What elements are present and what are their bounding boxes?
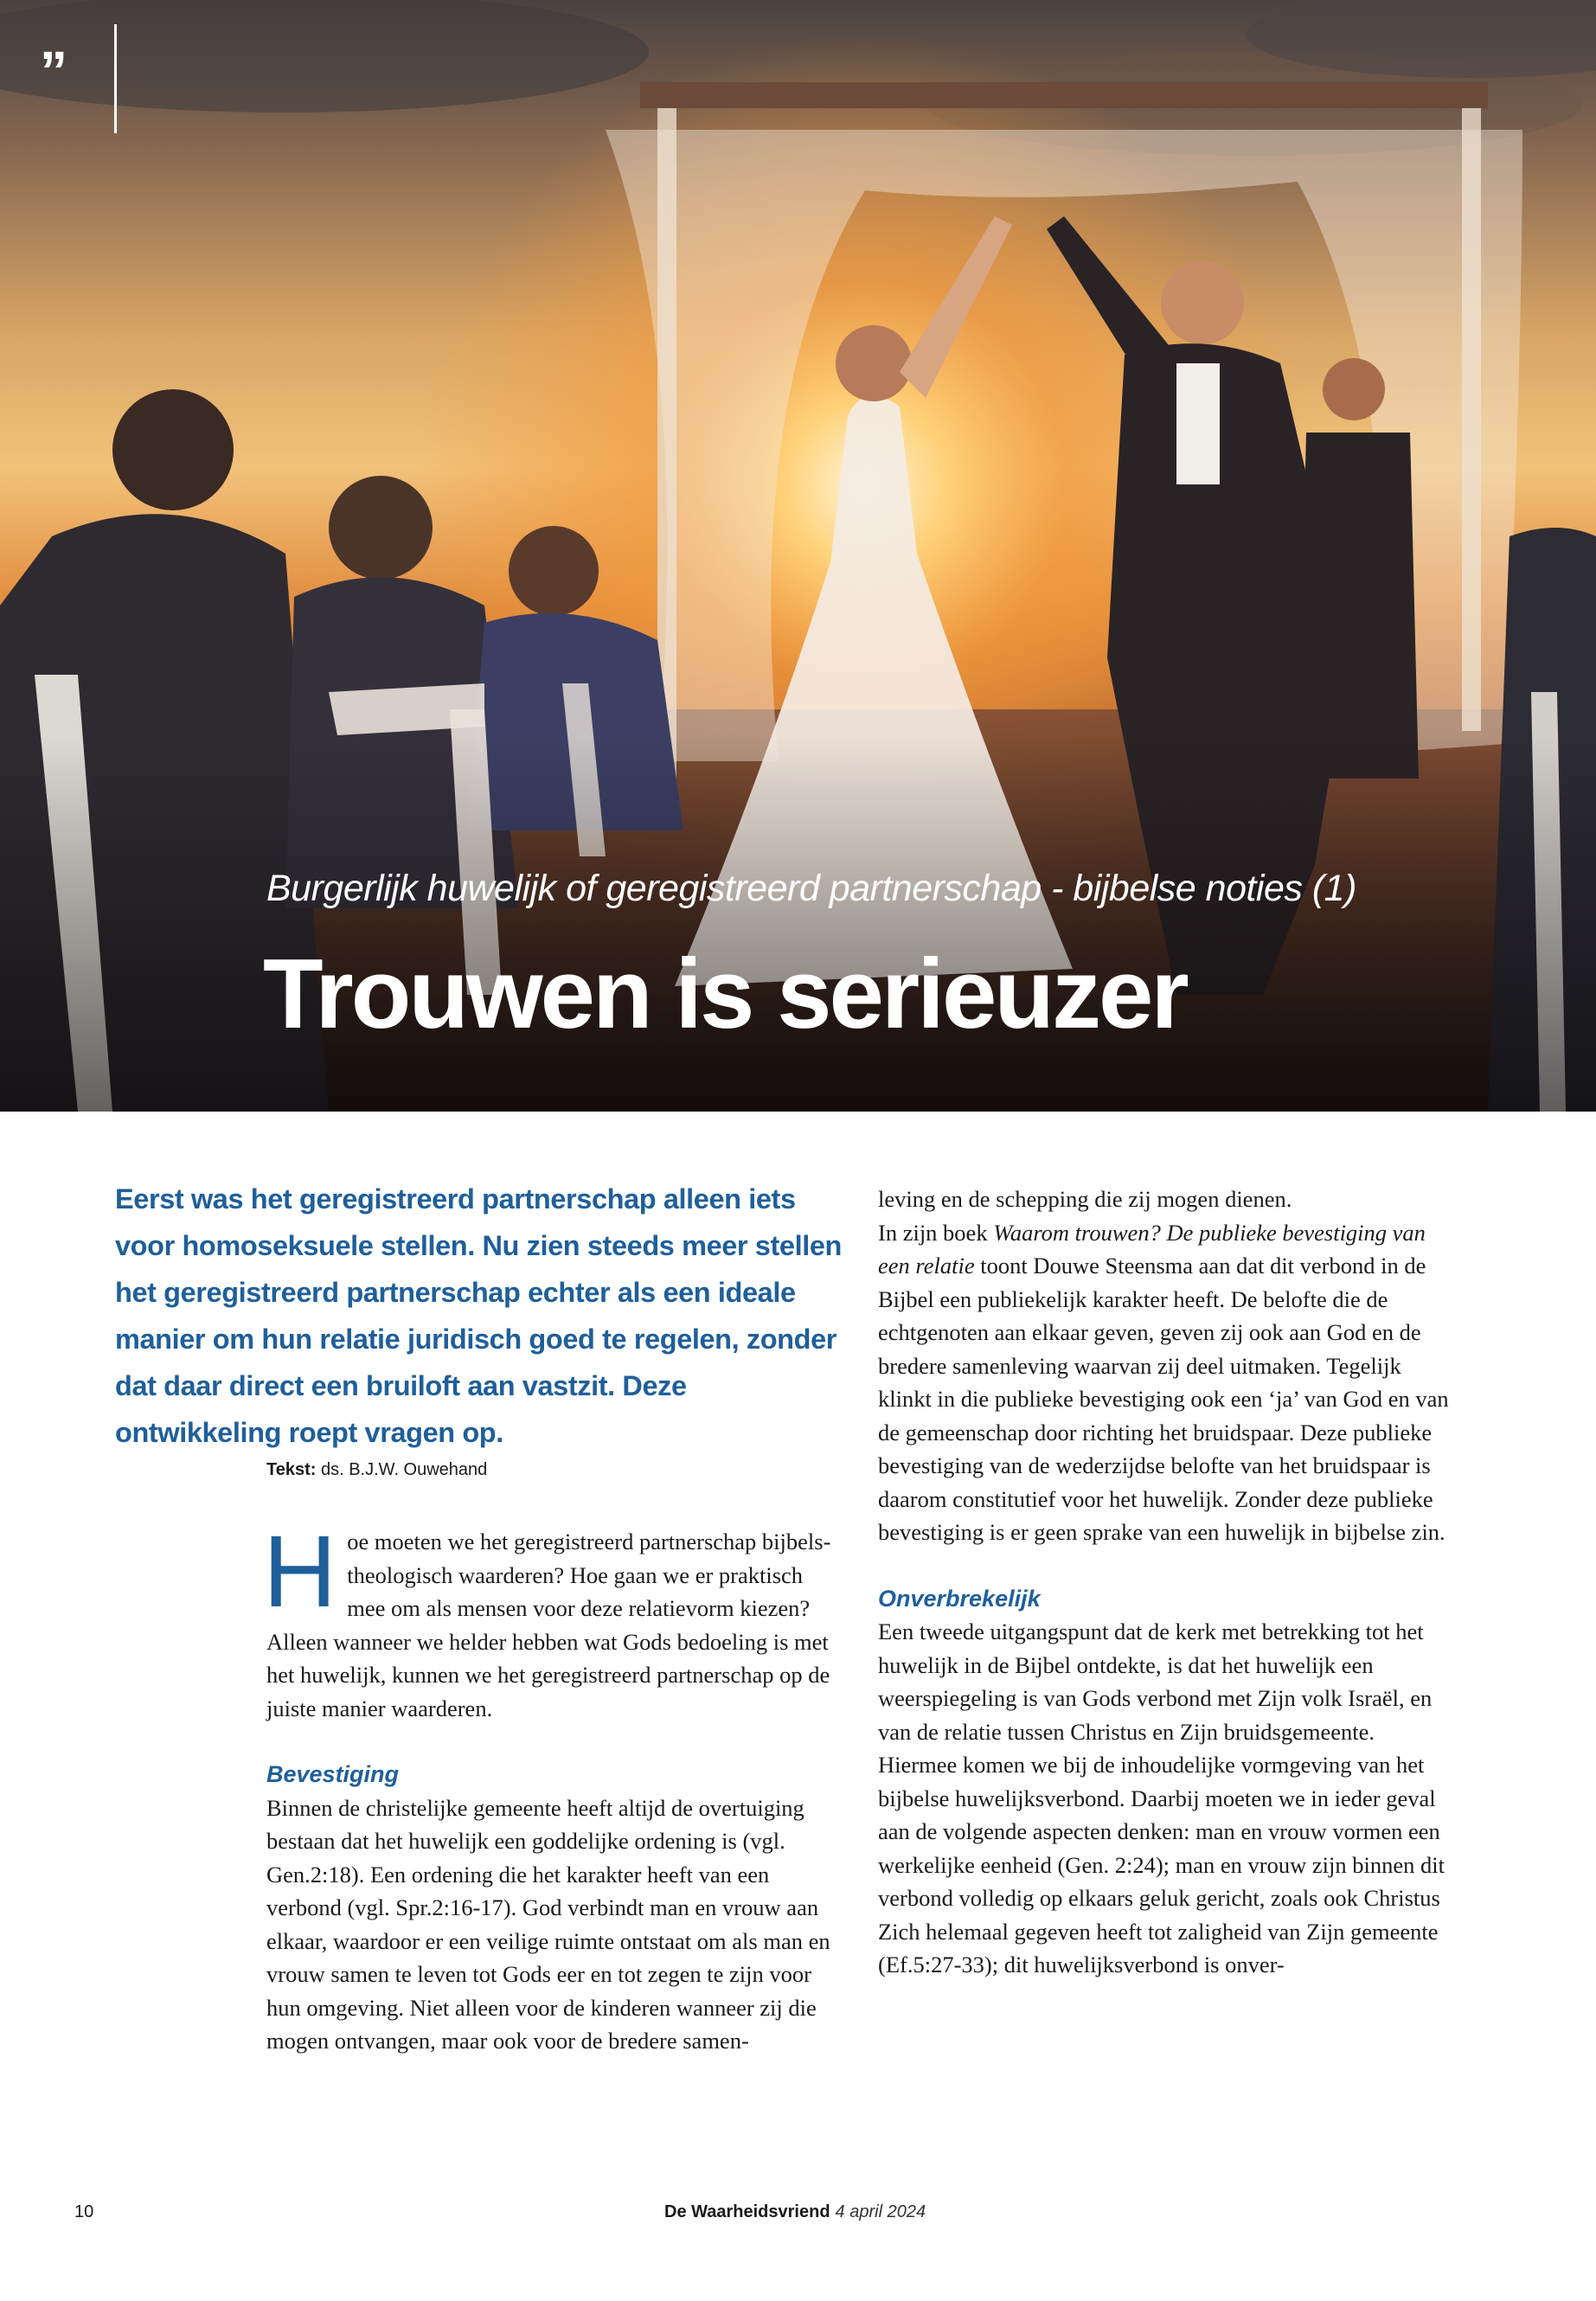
body-paragraph: Een tweede uitgangspunt dat de kerk met betrekking tot het huwelijk in de Bijbel ontdekte, is dat het huwelijk een weerspiegeling is van Gods verbond met Zijn volk Israël, en van de relatie tussen Christus en Zijn bruidsgemeente.: [878, 1618, 1433, 1745]
book-paragraph: [878, 1216, 1449, 1549]
quote-rule: [114, 24, 117, 133]
hero-image: [0, 0, 1596, 1112]
body-paragraph: Hiermee komen we bij de inhoudelijke vormgeving van het bijbelse huwelijksverbond. Daarbij moeten we in ieder geval aan de volgende aspecten denken: man en vrouw vormen een werkelijke eenheid (Gen. 2:24); man en vrouw zijn binnen dit verbond volledig op elkaars geluk gericht, zoals ook Christus Zich helemaal gegeven heeft tot zaligheid van Zijn gemeente (Ef.5:27-33); dit huwelijksverbond is onver-: [878, 1752, 1445, 1977]
publication-name: De Waarheidsvriend: [664, 2202, 830, 2221]
footer-publication: [664, 2202, 926, 2222]
subhead-onverbrekelijk: Onverbrekelijk: [878, 1585, 1041, 1612]
drop-cap: H: [263, 1515, 337, 1629]
credit-label: Tekst:: [266, 1460, 317, 1479]
subhead-bevestiging: Bevestiging: [266, 1761, 400, 1787]
book-rest: toont Douwe Steensma aan dat dit verbond in de Bijbel een publiekelijk karakter heeft. De belofte die de echtgenoten aan elkaar geven, geven zij ook aan God en de bredere samenleving waarvan zij deel uitmaken. Tegelijk klinkt in die publieke bevestiging ook een ‘ja’ van God en van de gemeenschap door richting het bruidspaar. Deze publieke bevestiging van de wederzijdse belofte van het bruidspaar is daarom constitutief voor het huwelijk. Zonder deze publieke bevestiging is er geen sprake van een huwelijk in bijbelse zin.: [878, 1253, 1449, 1545]
body-paragraph: Binnen de christelijke gemeente heeft altijd de overtuiging bestaan dat het huwelijk een goddelijke ordening is (vgl. Gen.2:18). Een ordening die het karakter heeft van een verbond (vgl. Spr.2:16-17). God verbindt man en vrouw aan elkaar, waardoor er een veilige ruimte ontstaat om als man en vrouw samen te leven tot Gods eer en tot zegen te zijn voor hun omgeving. Niet alleen voor de kinderen wanneer zij die mogen ontvangen, maar ook voor de bredere samen-: [266, 1794, 830, 2054]
page-number: 10: [74, 2202, 94, 2221]
opening-paragraph: [263, 1515, 837, 1725]
quote-mark-icon: ”: [40, 40, 67, 102]
right-column: [878, 1183, 1449, 1982]
article-headline: Trouwen is serieuzer: [263, 939, 1187, 1049]
credit-author: ds. B.J.W. Ouwehand: [320, 1460, 488, 1479]
opening-text: oe moeten we het geregistreerd partnerschap bijbels-theologisch waarderen? Hoe gaan we er praktisch mee om als mensen voor deze relatievorm kiezen? Alleen wanneer we helder hebben wat Gods bedoeling is met het huwelijk, kunnen we het geregistreerd partnerschap op de juiste manier waarderen.: [266, 1529, 831, 1721]
left-column: [263, 1515, 837, 2058]
continuation-paragraph: leving en de schepping die zij mogen dienen.: [878, 1186, 1292, 1212]
book-intro: In zijn boek: [878, 1219, 994, 1246]
article-intro: Eerst was het geregistreerd partnerschap alleen iets voor homoseksuele stellen. Nu zien steeds meer stellen het geregistreerd partnerschap echter als een ideale manier om hun relatie juridisch goed te regelen, zonder dat daar direct een bruiloft aan vastzit. Deze ontwikkeling roept vragen op.: [115, 1183, 842, 1448]
article-kicker: Burgerlijk huwelijk of geregistreerd partnerschap - bijbelse noties (1): [266, 868, 1356, 909]
publication-date: 4 april 2024: [835, 2202, 926, 2221]
book-title: Waarom trouwen? De publieke bevestiging van een relatie: [878, 1219, 1426, 1279]
author-credit: [266, 1460, 487, 1480]
